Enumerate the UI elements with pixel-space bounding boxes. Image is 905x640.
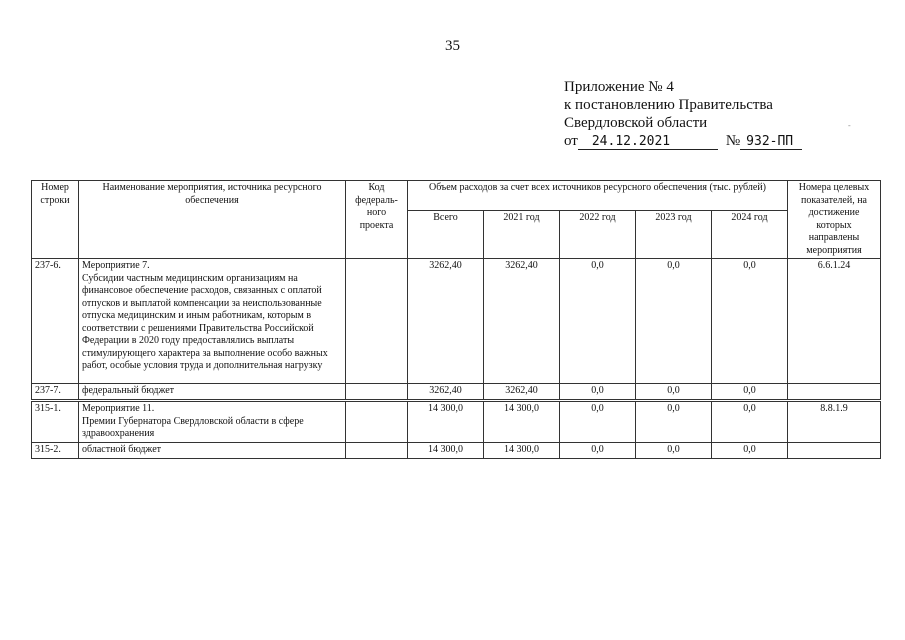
row-total: 14 300,0 <box>408 402 484 443</box>
row-targets <box>788 443 881 459</box>
row-targets: 8.8.1.9 <box>788 402 881 443</box>
page-number: 35 <box>445 38 460 54</box>
row-number: 315-2. <box>32 443 79 459</box>
table-row <box>32 259 881 384</box>
header-total: Всего <box>408 211 484 259</box>
appendix-date-line <box>564 132 802 150</box>
row-name: федеральный бюджет <box>79 384 346 400</box>
from-label: от <box>564 133 578 149</box>
appendix-header <box>564 78 802 150</box>
header-2023: 2023 год <box>636 211 712 259</box>
row-code <box>346 443 408 459</box>
row-total: 3262,40 <box>408 259 484 384</box>
row-name: областной бюджет <box>79 443 346 459</box>
row-2024: 0,0 <box>712 443 788 459</box>
row-2023: 0,0 <box>636 384 712 400</box>
header-2022: 2022 год <box>560 211 636 259</box>
table-row <box>32 402 881 443</box>
scan-mark: - <box>848 121 851 130</box>
row-number: 237-7. <box>32 384 79 400</box>
row-code <box>346 259 408 384</box>
row-2022: 0,0 <box>560 443 636 459</box>
resolution-date: 24.12.2021 <box>578 135 718 150</box>
row-2021: 14 300,0 <box>484 402 560 443</box>
appendix-resolution: к постановлению Правительства <box>564 97 773 113</box>
row-number: 315-1. <box>32 402 79 443</box>
expenses-table-continued <box>31 401 881 459</box>
row-total: 14 300,0 <box>408 443 484 459</box>
row-name: Мероприятие 11. Премии Губернатора Свердловской области в сфере здравоохранения <box>79 402 346 443</box>
header-name: Наименование мероприятия, источника ресурсного обеспечения <box>79 181 346 259</box>
header-code: Код федераль-ного проекта <box>346 181 408 259</box>
resolution-number: 932-ПП <box>740 135 802 150</box>
row-targets <box>788 384 881 400</box>
row-2022: 0,0 <box>560 402 636 443</box>
row-2022: 0,0 <box>560 384 636 400</box>
row-number: 237-6. <box>32 259 79 384</box>
expenses-table <box>31 180 881 400</box>
header-row-number: Номер строки <box>32 181 79 259</box>
row-2021: 14 300,0 <box>484 443 560 459</box>
header-2021: 2021 год <box>484 211 560 259</box>
appendix-title: Приложение № 4 <box>564 79 674 95</box>
row-2022: 0,0 <box>560 259 636 384</box>
row-2021: 3262,40 <box>484 384 560 400</box>
table-row <box>32 384 881 400</box>
row-2024: 0,0 <box>712 402 788 443</box>
table-row <box>32 443 881 459</box>
row-2023: 0,0 <box>636 443 712 459</box>
table-header-row <box>32 181 881 211</box>
row-2021: 3262,40 <box>484 259 560 384</box>
row-targets: 6.6.1.24 <box>788 259 881 384</box>
row-code <box>346 384 408 400</box>
header-2024: 2024 год <box>712 211 788 259</box>
row-code <box>346 402 408 443</box>
header-targets: Номера целевых показателей, на достижение которых направлены мероприятия <box>788 181 881 259</box>
row-2023: 0,0 <box>636 259 712 384</box>
row-2024: 0,0 <box>712 259 788 384</box>
appendix-region: Свердловской области <box>564 115 708 131</box>
row-2023: 0,0 <box>636 402 712 443</box>
number-label: № <box>725 133 741 149</box>
row-total: 3262,40 <box>408 384 484 400</box>
header-volume: Объем расходов за счет всех источников ресурсного обеспечения (тыс. рублей) <box>408 181 788 211</box>
row-name: Мероприятие 7. Субсидии частным медицинским организациям на финансовое обеспечение расходов, связанных с оплатой отпусков и выплатой компенсации за неиспользованные отпуска медицинским и иным работникам, которым в соответствии с решениями Правительства Российской Федерации в 2020 году предоставлялись выплаты стимулирующего характера за выполнение особо важных работ, особые условия труда и дополнительная нагрузку <box>79 259 346 384</box>
row-2024: 0,0 <box>712 384 788 400</box>
